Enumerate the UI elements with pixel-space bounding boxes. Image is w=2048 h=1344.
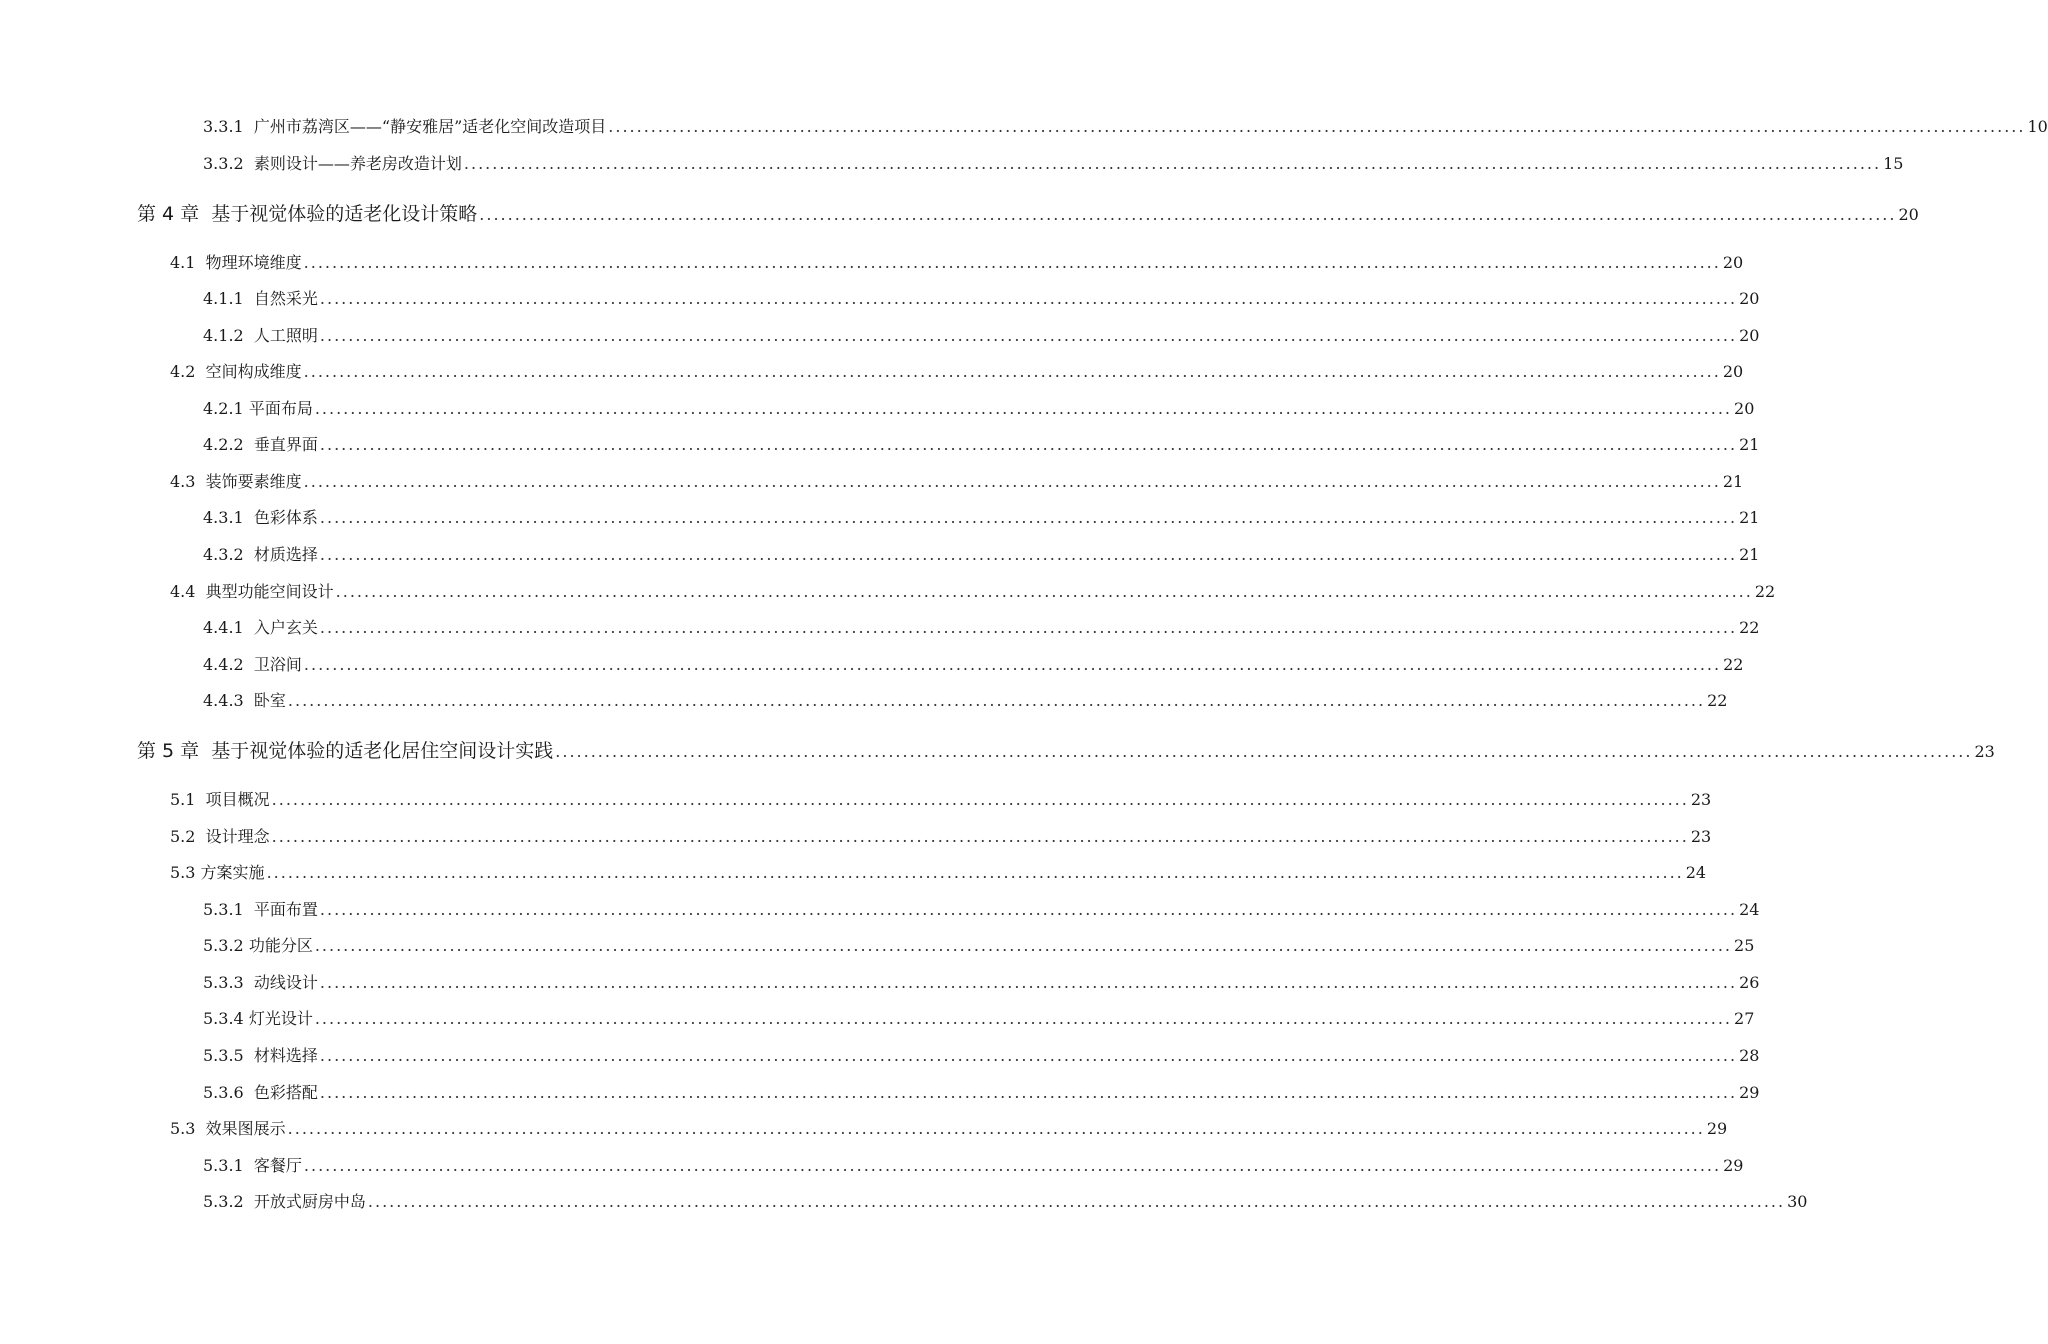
toc-number: 5.3.5 xyxy=(203,1046,244,1065)
toc-page-number: 29 xyxy=(1706,1119,1728,1138)
toc-leader: ........................................................................................................................................................................................................ xyxy=(319,1046,1738,1065)
toc-leader: ........................................................................................................................................................................................................ xyxy=(271,790,1689,809)
toc-entry-5-3-1[interactable] xyxy=(203,897,1760,923)
toc-leader: ........................................................................................................................................................................................................ xyxy=(287,1119,1705,1138)
toc-title: 卫浴间 xyxy=(253,655,302,674)
toc-separator xyxy=(244,970,254,996)
toc-leader: ........................................................................................................................................................................................................ xyxy=(319,618,1738,637)
toc-number: 4.3.1 xyxy=(203,508,244,527)
toc-separator xyxy=(244,114,254,140)
toc-page-number: 22 xyxy=(1723,655,1744,674)
toc-leader: ........................................................................................................................................................................................................ xyxy=(608,117,2026,136)
toc-title: 色彩体系 xyxy=(253,508,318,527)
toc-page-number: 30 xyxy=(1787,1192,1808,1211)
toc-chapter-5[interactable] xyxy=(137,738,1995,764)
toc-number: 5.1 xyxy=(170,790,196,809)
toc-number: 5.3 xyxy=(170,863,196,882)
toc-leader: ........................................................................................................................................................................................................ xyxy=(303,1156,1722,1175)
toc-chapter-4[interactable] xyxy=(137,201,1919,227)
toc-page-number: 29 xyxy=(1739,1083,1760,1102)
toc-number: 5.3.2 xyxy=(203,936,244,955)
toc-title: 动线设计 xyxy=(253,973,318,992)
toc-leader: ........................................................................................................................................................................................................ xyxy=(319,289,1738,308)
toc-page-number: 23 xyxy=(1690,827,1712,846)
toc-entry-5-1[interactable] xyxy=(170,787,1712,813)
toc-separator xyxy=(244,286,254,312)
toc-number: 5.3.2 xyxy=(203,1192,244,1211)
toc-title: 平面布局 xyxy=(248,399,313,418)
toc-entry-5-3-6[interactable] xyxy=(203,1080,1760,1106)
toc-page-number: 20 xyxy=(1722,362,1744,381)
toc-title: 广州市荔湾区——“静安雅居”适老化空间改造项目 xyxy=(253,117,607,136)
toc-title: 空间构成维度 xyxy=(205,362,302,381)
toc-entry-5-3-renderings[interactable] xyxy=(170,1116,1728,1142)
toc-leader: ........................................................................................................................................................................................................ xyxy=(367,1192,1786,1211)
toc-leader: ........................................................................................................................................................................................................ xyxy=(303,253,1721,272)
toc-leader: ........................................................................................................................................................................................................ xyxy=(319,545,1738,564)
toc-separator xyxy=(244,1043,254,1069)
toc-number: 4.2 xyxy=(170,362,196,381)
toc-title: 色彩搭配 xyxy=(253,1083,318,1102)
toc-separator xyxy=(195,250,205,276)
toc-separator xyxy=(195,1116,205,1142)
toc-entry-5-3-3[interactable] xyxy=(203,970,1760,996)
toc-separator xyxy=(244,688,254,714)
toc-entry-4-3-2[interactable] xyxy=(203,542,1760,568)
toc-entry-4-4-3[interactable] xyxy=(203,688,1728,714)
toc-page-number: 20 xyxy=(1739,326,1760,345)
toc-page-number: 21 xyxy=(1739,435,1760,454)
toc-page-number: 25 xyxy=(1734,936,1755,955)
toc-leader: ........................................................................................................................................................................................................ xyxy=(479,205,1897,224)
toc-title: 设计理念 xyxy=(205,827,270,846)
toc-title: 材质选择 xyxy=(253,545,318,564)
toc-title: 自然采光 xyxy=(253,289,318,308)
toc-page-number: 24 xyxy=(1685,863,1707,882)
toc-page-number: 27 xyxy=(1734,1009,1755,1028)
toc-page-number: 22 xyxy=(1739,618,1760,637)
toc-number: 4.4.3 xyxy=(203,691,244,710)
toc-number: 3.3.2 xyxy=(203,154,244,173)
toc-page-number: 21 xyxy=(1722,472,1744,491)
toc-separator xyxy=(244,323,254,349)
toc-page-number: 23 xyxy=(1974,742,1995,761)
toc-title: 素则设计——养老房改造计划 xyxy=(253,154,462,173)
toc-leader: ........................................................................................................................................................................................................ xyxy=(271,827,1689,846)
toc-title: 项目概况 xyxy=(205,790,270,809)
toc-page-number: 22 xyxy=(1707,691,1728,710)
toc-page-number: 22 xyxy=(1754,582,1776,601)
toc-separator xyxy=(199,738,211,764)
toc-title: 物理环境维度 xyxy=(205,253,302,272)
toc-entry-3-3-1[interactable] xyxy=(203,114,2048,140)
toc-page-number: 21 xyxy=(1739,508,1760,527)
toc-entry-5-3-4[interactable] xyxy=(203,1006,1755,1032)
toc-separator xyxy=(244,542,254,568)
toc-title: 卧室 xyxy=(253,691,286,710)
toc-separator xyxy=(244,1153,254,1179)
toc-leader: ........................................................................................................................................................................................................ xyxy=(555,742,1973,761)
toc-number: 4.4 xyxy=(170,582,196,601)
toc-page-number: 20 xyxy=(1739,289,1760,308)
toc-entry-4-2-2[interactable] xyxy=(203,432,1760,458)
toc-entry-4-3[interactable] xyxy=(170,469,1744,495)
toc-separator xyxy=(195,824,205,850)
toc-entry-4-4[interactable] xyxy=(170,579,1776,605)
toc-separator xyxy=(244,1189,254,1215)
toc-page-number: 26 xyxy=(1739,973,1760,992)
toc-entry-4-1[interactable] xyxy=(170,250,1744,276)
toc-title: 基于视觉体验的适老化设计策略 xyxy=(211,203,478,225)
toc-separator xyxy=(199,201,211,227)
toc-leader: ........................................................................................................................................................................................................ xyxy=(266,863,1684,882)
toc-separator xyxy=(244,151,254,177)
toc-entry-4-2[interactable] xyxy=(170,359,1744,385)
toc-number: 3.3.1 xyxy=(203,117,244,136)
toc-separator xyxy=(244,897,254,923)
toc-title: 垂直界面 xyxy=(253,435,318,454)
toc-number: 4.4.1 xyxy=(203,618,244,637)
toc-number: 5.2 xyxy=(170,827,196,846)
toc-page-number: 15 xyxy=(1883,154,1904,173)
toc-entry-4-3-1[interactable] xyxy=(203,505,1760,531)
toc-page-number: 21 xyxy=(1739,545,1760,564)
toc-page-number: 23 xyxy=(1690,790,1712,809)
toc-number: 5.3 xyxy=(170,1119,196,1138)
toc-leader: ........................................................................................................................................................................................................ xyxy=(319,326,1738,345)
toc-number: 第 5 章 xyxy=(137,740,200,762)
toc-page-number: 24 xyxy=(1739,900,1760,919)
toc-title: 平面布置 xyxy=(253,900,318,919)
toc-leader: ........................................................................................................................................................................................................ xyxy=(303,472,1721,491)
toc-leader: ........................................................................................................................................................................................................ xyxy=(335,582,1753,601)
toc-separator xyxy=(244,615,254,641)
toc-number: 5.3.6 xyxy=(203,1083,244,1102)
toc-number: 4.4.2 xyxy=(203,655,244,674)
toc-leader: ........................................................................................................................................................................................................ xyxy=(319,508,1738,527)
toc-title: 开放式厨房中岛 xyxy=(253,1192,366,1211)
toc-entry-4-2-1[interactable] xyxy=(203,396,1755,422)
toc-page-number: 20 xyxy=(1898,205,1919,224)
toc-entry-5-3-1-living-dining[interactable] xyxy=(203,1153,1744,1179)
toc-title: 人工照明 xyxy=(253,326,318,345)
toc-leader: ........................................................................................................................................................................................................ xyxy=(463,154,1882,173)
toc-entry-3-3-2[interactable] xyxy=(203,151,1904,177)
toc-separator xyxy=(195,359,205,385)
toc-separator xyxy=(244,1080,254,1106)
toc-leader: ........................................................................................................................................................................................................ xyxy=(314,1009,1733,1028)
toc-number: 4.3 xyxy=(170,472,196,491)
toc-leader: ........................................................................................................................................................................................................ xyxy=(319,435,1738,454)
toc-page-number: 20 xyxy=(1734,399,1755,418)
toc-entry-4-1-1[interactable] xyxy=(203,286,1760,312)
toc-title: 装饰要素维度 xyxy=(205,472,302,491)
toc-separator xyxy=(195,579,205,605)
toc-title: 灯光设计 xyxy=(248,1009,313,1028)
toc-number: 5.3.1 xyxy=(203,1156,244,1175)
toc-page-number: 20 xyxy=(1722,253,1744,272)
toc-title: 材料选择 xyxy=(253,1046,318,1065)
toc-number: 第 4 章 xyxy=(137,203,200,225)
toc-leader: ........................................................................................................................................................................................................ xyxy=(314,399,1733,418)
toc-title: 效果图展示 xyxy=(205,1119,286,1138)
toc-entry-4-4-2[interactable] xyxy=(203,652,1744,678)
toc-leader: ........................................................................................................................................................................................................ xyxy=(303,362,1721,381)
toc-title: 方案实施 xyxy=(200,863,265,882)
toc-number: 4.2.2 xyxy=(203,435,244,454)
toc-leader: ........................................................................................................................................................................................................ xyxy=(314,936,1733,955)
toc-leader: ........................................................................................................................................................................................................ xyxy=(319,973,1738,992)
toc-number: 5.3.1 xyxy=(203,900,244,919)
toc-number: 5.3.3 xyxy=(203,973,244,992)
toc-entry-4-1-2[interactable] xyxy=(203,323,1760,349)
toc-number: 4.3.2 xyxy=(203,545,244,564)
toc-leader: ........................................................................................................................................................................................................ xyxy=(319,1083,1738,1102)
toc-number: 4.2.1 xyxy=(203,399,244,418)
toc-title: 客餐厅 xyxy=(253,1156,302,1175)
toc-title: 入户玄关 xyxy=(253,618,318,637)
toc-title: 基于视觉体验的适老化居住空间设计实践 xyxy=(211,740,554,762)
toc-page-number: 29 xyxy=(1723,1156,1744,1175)
toc-separator xyxy=(244,432,254,458)
toc-title: 功能分区 xyxy=(248,936,313,955)
toc-number: 5.3.4 xyxy=(203,1009,244,1028)
toc-entry-5-2[interactable] xyxy=(170,824,1712,850)
toc-entry-5-3[interactable] xyxy=(170,860,1707,886)
toc-number: 4.1 xyxy=(170,253,196,272)
toc-leader: ........................................................................................................................................................................................................ xyxy=(287,691,1706,710)
toc-separator xyxy=(244,652,254,678)
toc-separator xyxy=(195,787,205,813)
toc-number: 4.1.2 xyxy=(203,326,244,345)
toc-page-number: 10 xyxy=(2027,117,2048,136)
toc-entry-5-3-5[interactable] xyxy=(203,1043,1760,1069)
toc-leader: ........................................................................................................................................................................................................ xyxy=(319,900,1738,919)
toc-entry-5-3-2[interactable] xyxy=(203,933,1755,959)
toc-page-number: 28 xyxy=(1739,1046,1760,1065)
toc-title: 典型功能空间设计 xyxy=(205,582,334,601)
toc-entry-5-3-2-kitchen-island[interactable] xyxy=(203,1189,1808,1215)
toc-separator xyxy=(244,505,254,531)
toc-separator xyxy=(195,469,205,495)
toc-leader: ........................................................................................................................................................................................................ xyxy=(303,655,1722,674)
toc-number: 4.1.1 xyxy=(203,289,244,308)
toc-entry-4-4-1[interactable] xyxy=(203,615,1760,641)
